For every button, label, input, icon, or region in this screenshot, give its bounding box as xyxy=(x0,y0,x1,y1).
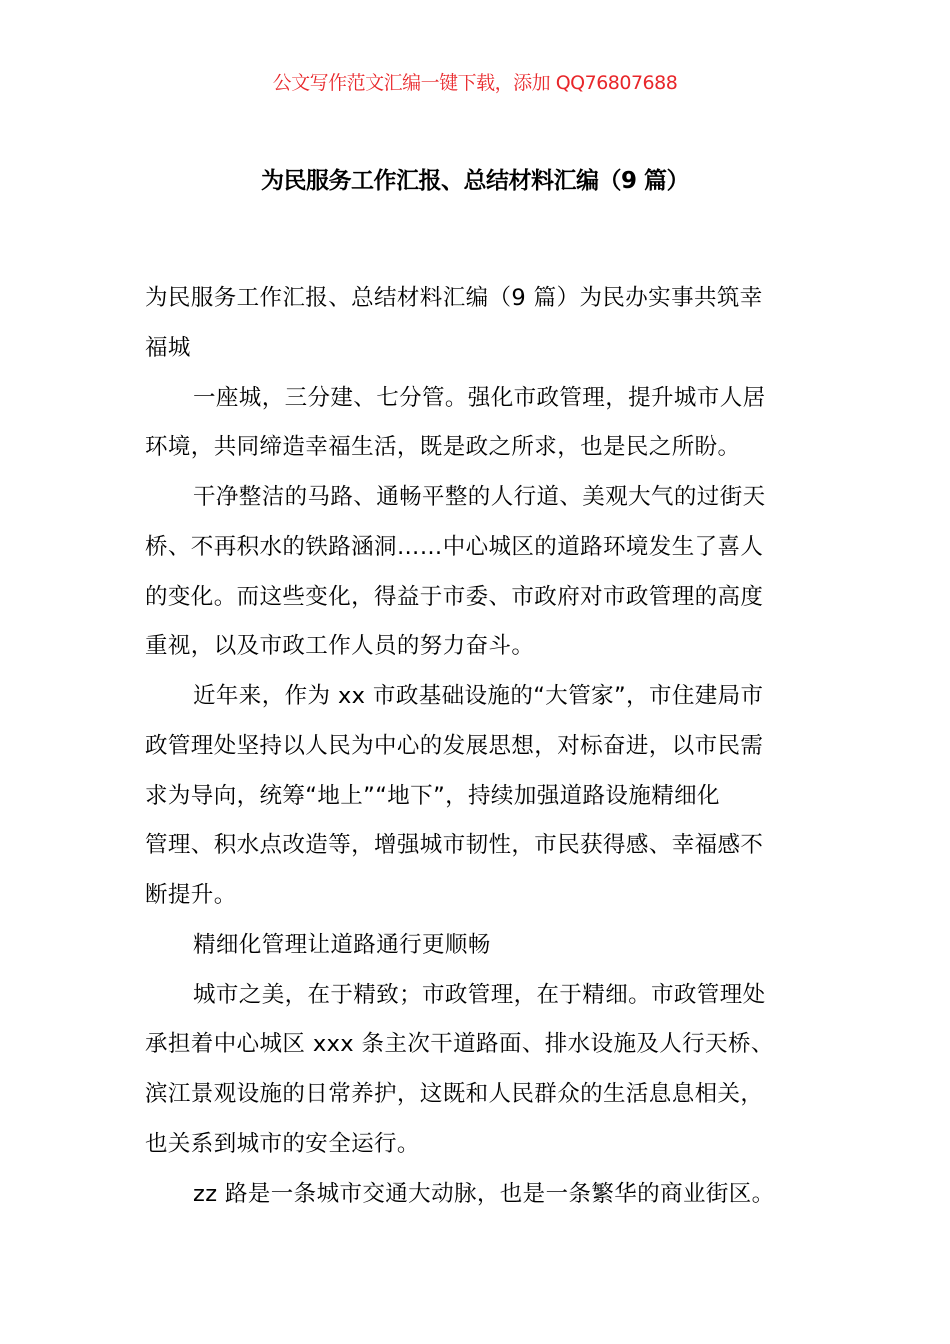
text-line: 断提升。 xyxy=(145,882,237,908)
text-line: 管理、积水点改造等，增强城市韧性，市民获得感、幸福感不 xyxy=(145,832,764,859)
text-line: 城市之美，在于精致；市政管理，在于精细。市政管理处 xyxy=(193,981,766,1008)
text-line: 为民服务工作汇报、总结材料汇编（9 篇）为民办实事共筑幸 xyxy=(145,285,763,311)
text-line: 也关系到城市的安全运行。 xyxy=(145,1130,420,1157)
text-line: 福城 xyxy=(145,334,191,361)
text-line: 精细化管理让道路通行更顺畅 xyxy=(193,931,491,958)
text-line: 政管理处坚持以人民为中心的发展思想，对标奋进，以市民需 xyxy=(145,732,764,759)
text-line: zz 路是一条城市交通大动脉，也是一条繁华的商业街区。 xyxy=(193,1180,775,1207)
document-body xyxy=(145,278,815,1223)
text-line: 一座城，三分建、七分管。强化市政管理，提升城市人居 xyxy=(193,384,766,411)
text-line: 干净整洁的马路、通畅平整的人行道、美观大气的过街天 xyxy=(193,484,766,510)
promo-header: 公文写作范文汇编一键下载，添加 QQ76807688 xyxy=(272,72,678,94)
text-line: 求为导向，统筹“地上”“地下”，持续加强道路设施精细化 xyxy=(145,782,720,809)
text-line: 的变化。而这些变化，得益于市委、市政府对市政管理的高度 xyxy=(145,583,764,610)
text-line: 滨江景观设施的日常养护，这既和人民群众的生活息息相关， xyxy=(145,1081,764,1107)
text-line: 桥、不再积水的铁路涵洞……中心城区的道路环境发生了喜人 xyxy=(145,533,764,560)
text-line: 环境，共同缔造幸福生活，既是政之所求，也是民之所盼。 xyxy=(145,434,741,461)
text-line: 近年来，作为 xx 市政基础设施的“大管家”，市住建局市 xyxy=(193,683,764,709)
document-title: 为民服务工作汇报、总结材料汇编（9 篇） xyxy=(260,168,689,194)
text-line: 承担着中心城区 xxx 条主次干道路面、排水设施及人行天桥、 xyxy=(145,1031,774,1058)
text-line: 重视，以及市政工作人员的努力奋斗。 xyxy=(145,633,535,660)
